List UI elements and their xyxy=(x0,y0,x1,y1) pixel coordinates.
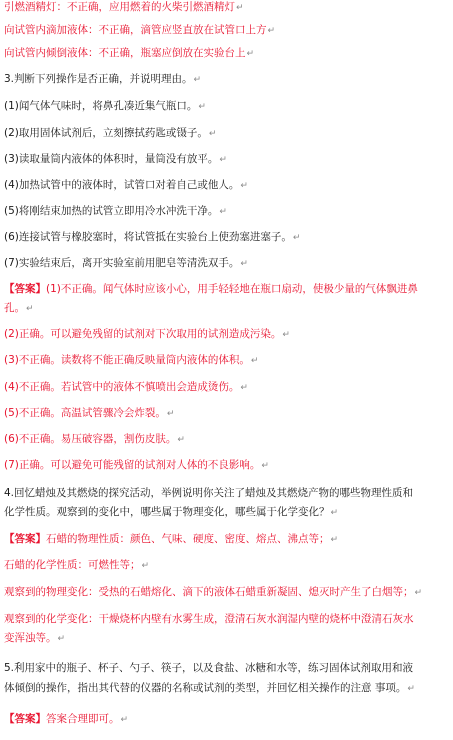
answer-5: 【答案】答案合理即可。↵ xyxy=(4,713,129,725)
question-item: (3)读取量筒内液体的体积时，量筒没有放平。↵ xyxy=(4,153,227,165)
text-line: 引燃酒精灯：不正确，应用燃着的火柴引燃酒精灯↵ xyxy=(4,1,244,13)
answer-item-cont: 变浑浊等。↵ xyxy=(4,632,66,644)
question-item: (7)实验结束后，离开实验室前用肥皂等清洗双手。↵ xyxy=(4,257,248,269)
answer-tag: 【答案】 xyxy=(4,533,46,545)
answer-item: 观察到的物理变化：受热的石蜡熔化、滴下的液体石蜡重新凝固、熄灭时产生了白烟等；↵ xyxy=(4,586,423,598)
answer-item: (7)正确。可以避免可能残留的试剂对人体的不良影响。↵ xyxy=(4,459,269,471)
answer-item: (2)正确。可以避免残留的试剂对下次取用的试剂造成污染。↵ xyxy=(4,328,290,340)
question-3: 3.判断下列操作是否正确，并说明理由。↵ xyxy=(4,73,202,85)
question-item: (2)取用固体试剂后，立刻擦拭药匙或镊子。↵ xyxy=(4,127,217,139)
answer-3: 【答案】(1)不正确。闻气体时应该小心，用手轻轻地在瓶口扇动，使极少量的气体飘进鼻 xyxy=(4,283,418,295)
answer-tag: 【答案】 xyxy=(4,283,46,295)
question-4-cont: 化学性质。观察到的变化中，哪些属于物理变化，哪些属于化学变化？↵ xyxy=(4,506,339,518)
question-item: (1)闻气体气味时，将鼻孔凑近集气瓶口。↵ xyxy=(4,100,206,112)
answer-item: (3)不正确。读数将不能正确反映量筒内液体的体积。↵ xyxy=(4,354,259,366)
answer-item: (4)不正确。若试管中的液体不慎喷出会造成烫伤。↵ xyxy=(4,381,248,393)
question-5: 5.利用家中的瓶子、杯子、勺子、筷子，以及食盐、冰糖和水等，练习固体试剂取用和液 xyxy=(4,662,414,674)
answer-item: (5)不正确。高温试管骤冷会炸裂。↵ xyxy=(4,407,175,419)
question-item: (4)加热试管中的液体时，试管口对着自己或他人。↵ xyxy=(4,179,248,191)
answer-3-cont: 孔。↵ xyxy=(4,302,34,314)
text-line: 向试管内滴加液体：不正确，滴管应竖直放在试管口上方↵ xyxy=(4,24,276,36)
question-5-cont: 体倾倒的操作，指出其代替的仪器的名称或试剂的类型，并回忆相关操作的注意 事项。↵ xyxy=(4,682,415,694)
question-item: (6)连接试管与橡胶塞时，将试管抵在实验台上使劲塞进塞子。↵ xyxy=(4,231,301,243)
answer-item: (6)不正确。易压破容器，割伤皮肤。↵ xyxy=(4,433,185,445)
answer-4: 【答案】石蜡的物理性质：颜色、气味、硬度、密度、熔点、沸点等；↵ xyxy=(4,533,339,545)
question-item: (5)将刚结束加热的试管立即用冷水冲洗干净。↵ xyxy=(4,205,227,217)
answer-item: 石蜡的化学性质：可燃性等；↵ xyxy=(4,559,150,571)
question-4: 4.回忆蜡烛及其燃烧的探究活动，举例说明你关注了蜡烛及其燃烧产物的哪些物理性质和 xyxy=(4,487,414,499)
answer-tag: 【答案】 xyxy=(4,713,46,725)
text-line: 向试管内倾倒液体：不正确，瓶塞应倒放在实验台上↵ xyxy=(4,47,255,59)
answer-item: 观察到的化学变化：干燥烧杯内壁有水雾生成，澄清石灰水润湿内壁的烧杯中澄清石灰水 xyxy=(4,613,414,625)
